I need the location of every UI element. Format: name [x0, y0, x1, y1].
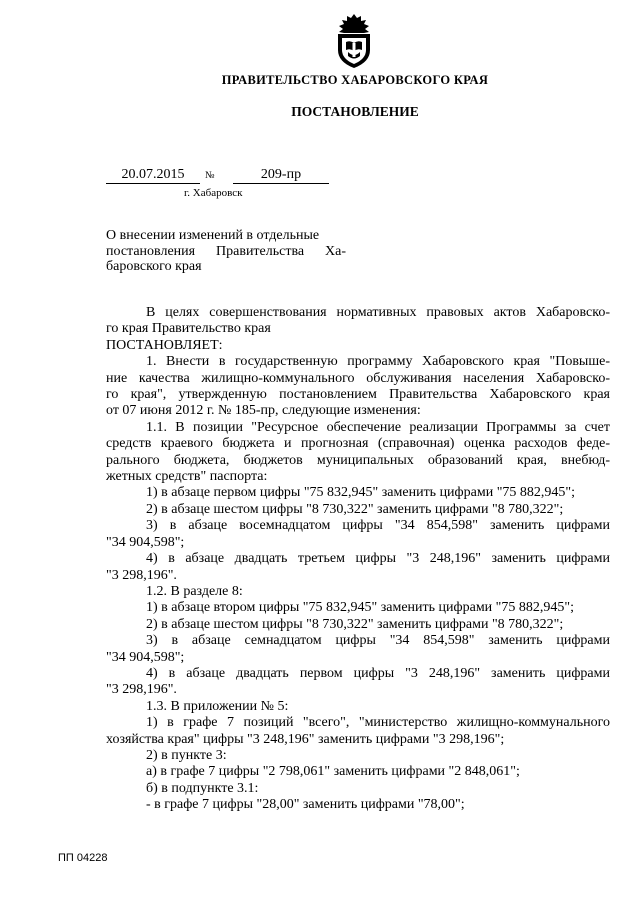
text-line: жетных средств" паспорта:	[106, 469, 268, 485]
document-date: 20.07.2015	[106, 167, 200, 184]
text-line: го края Правительство края	[106, 321, 271, 337]
text-line: 1) в графе 7 позиций "всего", "министерство жилищно-коммунального	[146, 715, 610, 731]
text-line: 4) в абзаце двадцать третьем цифры "3 248,196" заменить цифрами	[146, 551, 610, 567]
text-line: 3) в абзаце восемнадцатом цифры "34 854,598" заменить цифрами	[146, 518, 610, 534]
text-line: 2) в абзаце шестом цифры "8 730,322" заменить цифрами "8 780,322";	[146, 501, 564, 517]
text-line: 1) в абзаце втором цифры "75 832,945" заменить цифрами "75 882,945";	[146, 600, 574, 616]
text-line: "34 904,598";	[106, 649, 185, 665]
text-line: 1.3. В приложении № 5:	[146, 698, 289, 714]
subject-line: О внесении изменений в отдельные	[106, 228, 320, 243]
document-body	[106, 305, 610, 814]
text-line: 1.1. В позиции "Ресурсное обеспечение реализации Программы за счет	[146, 419, 610, 435]
text-line: а) в графе 7 цифры "2 798,061" заменить цифрами "2 848,061";	[146, 764, 520, 780]
text-line: го края", утвержденную постановлением Правительства Хабаровского края	[106, 387, 610, 403]
text-line: - в графе 7 цифры "28,00" заменить цифрами "78,00";	[146, 797, 465, 813]
subject-line: баровского края	[106, 259, 202, 274]
document-subject	[106, 228, 346, 275]
text-line: В целях совершенствования нормативных правовых актов Хабаровско-	[146, 305, 610, 320]
text-line: б) в подпункте 3.1:	[146, 780, 259, 796]
text-line: "3 298,196".	[106, 682, 177, 698]
subject-line: постановления Правительства Ха-	[106, 243, 346, 259]
text-line: 1.2. В разделе 8:	[146, 583, 243, 599]
text-line: от 07 июня 2012 г. № 185-пр, следующие изменения:	[106, 403, 421, 419]
city-name: г. Хабаровск	[184, 187, 243, 199]
text-line: 4) в абзаце двадцать первом цифры "3 248,196" заменить цифрами	[146, 665, 610, 681]
footer-code: ПП 04228	[58, 852, 108, 864]
text-line: 2) в пункте 3:	[146, 747, 227, 763]
document-number: 209-пр	[233, 167, 329, 184]
text-line: хозяйства края" цифры "3 248,196" заменить цифрами "3 298,196";	[106, 731, 505, 747]
text-line: "34 904,598";	[106, 534, 185, 550]
number-sign: №	[205, 170, 215, 181]
government-name: ПРАВИТЕЛЬСТВО ХАБАРОВСКОГО КРАЯ	[221, 73, 489, 87]
text-line: 3) в абзаце семнадцатом цифры "34 854,598" заменить цифрами	[146, 633, 610, 649]
text-line: ние качества жилищно-коммунального обслуживания населения Хабаровско-	[106, 370, 610, 386]
coat-of-arms-icon	[331, 12, 377, 70]
text-line: 2) в абзаце шестом цифры "8 730,322" заменить цифрами "8 780,322";	[146, 616, 564, 632]
text-line: рального бюджета, бюджетов муниципальных образований края, внебюд-	[106, 452, 610, 468]
text-line: ПОСТАНОВЛЯЕТ:	[106, 337, 223, 353]
document-type: ПОСТАНОВЛЕНИЕ	[291, 104, 419, 119]
text-line: средств краевого бюджета и прогнозная (справочная) оценка расходов феде-	[106, 436, 610, 452]
text-line: 1) в абзаце первом цифры "75 832,945" заменить цифрами "75 882,945";	[146, 485, 576, 501]
text-line: "3 298,196".	[106, 567, 177, 583]
text-line: 1. Внести в государственную программу Хабаровского края "Повыше-	[146, 354, 610, 370]
